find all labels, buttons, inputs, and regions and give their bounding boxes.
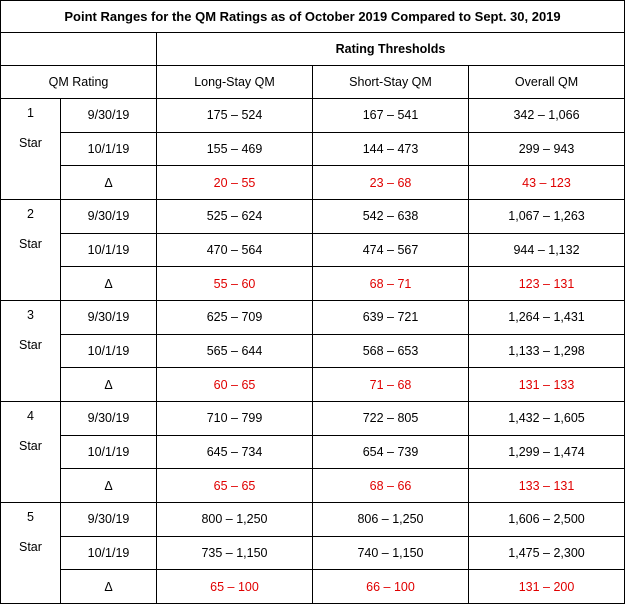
table-row (1, 435, 625, 469)
overall-range-cell: 1,299 – 1,474 (469, 435, 625, 469)
star-rating-cell (1, 301, 61, 402)
long-stay-header: Long-Stay QM (157, 66, 313, 99)
title-row (1, 1, 625, 33)
short-range-cell: 542 – 638 (313, 200, 469, 234)
long-range-cell: 470 – 564 (157, 233, 313, 267)
overall-range-cell: 131 – 200 (469, 570, 625, 604)
star-label: Star (19, 540, 42, 554)
table-row (1, 570, 625, 604)
star-label: Star (19, 338, 42, 352)
table-row (1, 99, 625, 133)
table-row (1, 301, 625, 335)
short-range-cell: 654 – 739 (313, 435, 469, 469)
long-range-cell: 565 – 644 (157, 334, 313, 368)
star-rating-cell (1, 402, 61, 503)
delta-symbol-cell: Δ (61, 166, 157, 200)
table-title: Point Ranges for the QM Ratings as of October 2019 Compared to Sept. 30, 2019 (1, 1, 625, 33)
table-row (1, 267, 625, 301)
star-rating-cell (1, 503, 61, 604)
table-row (1, 334, 625, 368)
overall-range-cell: 1,475 – 2,300 (469, 536, 625, 570)
overall-range-cell: 1,133 – 1,298 (469, 334, 625, 368)
table-row (1, 402, 625, 436)
short-range-cell: 144 – 473 (313, 132, 469, 166)
star-rating-cell (1, 200, 61, 301)
long-range-cell: 60 – 65 (157, 368, 313, 402)
short-range-cell: 167 – 541 (313, 99, 469, 133)
overall-range-cell: 133 – 131 (469, 469, 625, 503)
star-label: Star (19, 136, 42, 150)
long-range-cell: 65 – 100 (157, 570, 313, 604)
overall-range-cell: 299 – 943 (469, 132, 625, 166)
date-cell: 9/30/19 (61, 200, 157, 234)
table-row (1, 469, 625, 503)
overall-range-cell: 944 – 1,132 (469, 233, 625, 267)
star-number: 4 (27, 409, 34, 423)
qm-rating-header: QM Rating (1, 66, 157, 99)
rating-thresholds-label: Rating Thresholds (157, 33, 625, 66)
date-cell: 9/30/19 (61, 402, 157, 436)
blank-cell (1, 33, 157, 66)
thresholds-row (1, 33, 625, 66)
overall-header: Overall QM (469, 66, 625, 99)
short-range-cell: 66 – 100 (313, 570, 469, 604)
long-range-cell: 645 – 734 (157, 435, 313, 469)
date-cell: 9/30/19 (61, 301, 157, 335)
delta-symbol-cell: Δ (61, 267, 157, 301)
table-row (1, 166, 625, 200)
table-row (1, 200, 625, 234)
overall-range-cell: 43 – 123 (469, 166, 625, 200)
long-range-cell: 625 – 709 (157, 301, 313, 335)
overall-range-cell: 1,432 – 1,605 (469, 402, 625, 436)
short-range-cell: 806 – 1,250 (313, 503, 469, 537)
column-header-row (1, 66, 625, 99)
short-range-cell: 68 – 71 (313, 267, 469, 301)
long-range-cell: 20 – 55 (157, 166, 313, 200)
short-range-cell: 68 – 66 (313, 469, 469, 503)
overall-range-cell: 131 – 133 (469, 368, 625, 402)
date-cell: 10/1/19 (61, 536, 157, 570)
long-range-cell: 525 – 624 (157, 200, 313, 234)
short-range-cell: 722 – 805 (313, 402, 469, 436)
date-cell: 10/1/19 (61, 435, 157, 469)
delta-symbol-cell: Δ (61, 469, 157, 503)
overall-range-cell: 1,606 – 2,500 (469, 503, 625, 537)
short-range-cell: 740 – 1,150 (313, 536, 469, 570)
short-range-cell: 568 – 653 (313, 334, 469, 368)
long-range-cell: 55 – 60 (157, 267, 313, 301)
long-range-cell: 155 – 469 (157, 132, 313, 166)
overall-range-cell: 342 – 1,066 (469, 99, 625, 133)
overall-range-cell: 123 – 131 (469, 267, 625, 301)
table-row (1, 503, 625, 537)
table-row (1, 368, 625, 402)
overall-range-cell: 1,067 – 1,263 (469, 200, 625, 234)
star-label: Star (19, 237, 42, 251)
date-cell: 10/1/19 (61, 132, 157, 166)
table-row (1, 233, 625, 267)
delta-symbol-cell: Δ (61, 368, 157, 402)
long-range-cell: 710 – 799 (157, 402, 313, 436)
long-range-cell: 175 – 524 (157, 99, 313, 133)
long-range-cell: 735 – 1,150 (157, 536, 313, 570)
date-cell: 10/1/19 (61, 334, 157, 368)
short-range-cell: 639 – 721 (313, 301, 469, 335)
star-rating-cell (1, 99, 61, 200)
star-number: 3 (27, 308, 34, 322)
date-cell: 9/30/19 (61, 503, 157, 537)
star-number: 1 (27, 106, 34, 120)
delta-symbol-cell: Δ (61, 570, 157, 604)
table-row (1, 132, 625, 166)
date-cell: 10/1/19 (61, 233, 157, 267)
star-number: 2 (27, 207, 34, 221)
short-stay-header: Short-Stay QM (313, 66, 469, 99)
short-range-cell: 474 – 567 (313, 233, 469, 267)
overall-range-cell: 1,264 – 1,431 (469, 301, 625, 335)
date-cell: 9/30/19 (61, 99, 157, 133)
table-row (1, 536, 625, 570)
star-label: Star (19, 439, 42, 453)
long-range-cell: 800 – 1,250 (157, 503, 313, 537)
short-range-cell: 23 – 68 (313, 166, 469, 200)
long-range-cell: 65 – 65 (157, 469, 313, 503)
star-number: 5 (27, 510, 34, 524)
short-range-cell: 71 – 68 (313, 368, 469, 402)
